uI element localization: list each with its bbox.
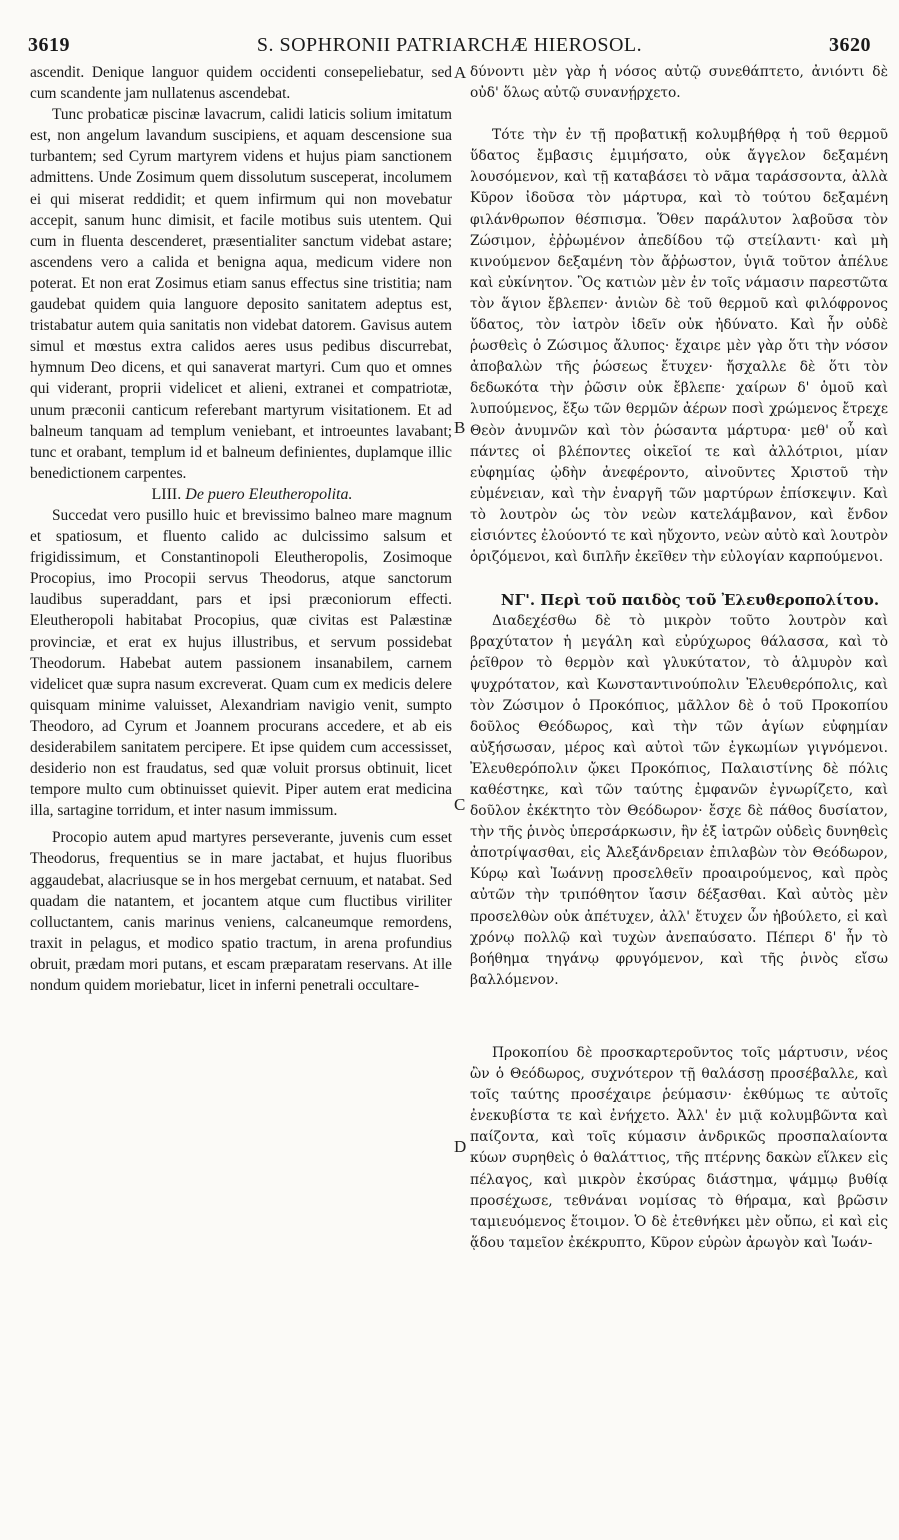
greek-section-heading: ΝΓ'. Περὶ τοῦ παιδὸς τοῦ Ἐλευθεροπολίτου.	[500, 591, 880, 610]
greek-column	[470, 62, 888, 1254]
latin-section-title: De puero Eleutheropolita.	[185, 485, 353, 503]
greek-paragraph: Τότε τὴν ἐν τῇ προβατικῇ κολυμβήθρᾳ ἡ τοῦ θερμοῦ ὕδατος ἔμβασις ἐμιμήσατο, οὐκ ἄγγελον δεξαμένη λουσόμενον, καὶ τῇ καταβάσει τὸ νᾶμα ταράσσοντα, ἀλλὰ Κῦρον ἰδοῦσα τὸν μάρτυρα, καὶ τὸ τούτου δεξαμένη φιλάνθρωπον θέσπισμα. Ὅθεν παράλυτον λαβοῦσα τὸν Ζώσιμον, ἐῤῥωμένον ἀπεδίδου τῷ στείλαντι· καὶ μὴ κινούμενον δεξαμένη τὸν ἄῤῥωστον, ὑγιᾶ τοῦτον ἀπέλυε καὶ εὐκίνητον. Ὃς κατιὼν μὲν ἐν τοῖς νάμασιν παρεστῶτα τὸν ἅγιον ἔβλεπεν· ἀνιὼν δὲ τοῦ θερμοῦ καὶ φιλόφρονος ὕδατος, τὸν ἰατρὸν ἰδεῖν οὐκ ἠδύνατο. Καὶ ἦν οὐδὲ ῥωσθεὶς ὁ Ζώσιμος ἄλυπος· ἔχαιρε μὲν γὰρ ὅτι τὴν νόσον ἀποβαλὼν τῆς ῥώσεως ἔτυχεν· ἤσχαλλε δὲ ὅτι τὸν δεδωκότα τὴν ῥῶσιν οὐκ ἔβλεπε· χαίρων δ' ὁμοῦ καὶ λυπούμενος, ἔξω τῶν θερμῶν ἀέρων ποσὶ χρώμενος ἔτρεχε Θεὸν ἀνυμνῶν καὶ τὸν ῥώσαντα μάρτυρα· μεθ' οὗ καὶ πάντες οἱ βλέποντες οἰκεῖοί τε καὶ ἀλλότριοι, μίαν εὐφημίας ᾠδὴν ἀνεφέροντο, αἰνοῦντες Χριστοῦ τὴν εὐμένειαν, καὶ τὴν ἐναργῆ τῶν μαρτύρων ἐπίσκεψιν. Καὶ τὸ λουτρὸν ὡς τὸν νεὼν κατελάμβανον, καὶ ἔνδον εἰσιόντες ἐλούοντό τε καὶ ηὔχοντο, νεὼν αὐτὸ καὶ λουτρὸν ὁριζόμενοι, καὶ διπλῆν ἐκεῖθεν τὴν εὐλογίαν καρπούμενοι.	[470, 127, 888, 566]
margin-letter-c: C	[454, 795, 466, 814]
latin-section-heading	[30, 484, 452, 505]
greek-paragraph: δύνοντι μὲν γὰρ ἡ νόσος αὐτῷ συνεθάπτετο, ἀνιόντι δὲ οὐδ' ὅλως αὐτῷ συνανῄρχετο.	[470, 64, 888, 102]
page-number-left: 3619	[28, 34, 70, 56]
greek-paragraph: Προκοπίου δὲ προσκαρτεροῦντος τοῖς μάρτυσιν, νέος ὢν ὁ Θεόδωρος, συχνότερον τῇ θαλάσσῃ προσέβαλλε, καὶ τοῖς ταύτης προσέχαιρε ῥεύμασιν· ἐκθύμως τε αὐτοῖς ἐνεκυβίστα τε καὶ ἐνήχετο. Ἀλλ' ἐν μιᾷ κολυμβῶντα καὶ παίζοντα, καὶ τοῖς κύμασιν ἀνδρικῶς προσπαλαίοντα κύων συρηθεὶς ὁ θαλάττιος, τῆς πτέρνης δακὼν εἵλκεν εἰς πέλαγος, καὶ μικρὸν ἐκσύρας διάστημα, ψάμμῳ βυθίᾳ προσέχωσε, τεθνάναι νομίσας τὸ θήραμα, καὶ βρῶσιν ταμιευόμενος ἕτοιμον. Ὁ δὲ ἐτεθνήκει μὲν οὔπω, εἰ καὶ εἰς ᾅδου ταμεῖον ἐκέκρυπτο, Κῦρον εὑρὼν ἀρωγὸν καὶ Ἰωάν-	[470, 1044, 888, 1251]
margin-letter-d: D	[454, 1137, 467, 1156]
latin-paragraph: Tunc probaticæ piscinæ lavacrum, calidi laticis solium imitatum est, non angelum lavandum suscipiens, et aquam descensione sua turbantem; sed Cyrum martyrem videns et hujus piam sanctionem admittens. Unde Zosimum quem dissolutum susceperat, incolumem ei qui miserat reddidit; et quem infirmum qui non movebatur accepit, sanum hunc dimisit, et facile motibus suis utentem. Qui cum in fluenta descenderet, præsentialiter sanctum videbat astare; ascendens vero a calida et benigna aqua, medicum videre non poterat. Et non erat Zosimus etiam sanus effectus sine tristitia; nam gaudebat quidem quia languore deposito sanitatem adeptus est, tristabatur autem quia sanitatis non videbat datorem. Gavisus autem simul et mœstus extra calidos aeres usus pedibus discurrebat, hymnum Deo dicens, et qui sanaverat martyri. Cum quo et omnes qui viderant, proprii videlicet et alieni, extranei et compatriotæ, unum præconii canticum referebant martyrum visitationem. Et ad balneum tanquam ad templum veniebant, et introeuntes lavabant; tunc et orabant, templum id et balneum definientes, duplamque illic benedictionem carpentes.	[30, 106, 452, 482]
running-title: S. SOPHRONII PATRIARCHÆ HIEROSOL.	[256, 34, 643, 56]
latin-column	[30, 62, 452, 996]
page-header	[28, 34, 871, 60]
margin-letter-b: B	[454, 418, 466, 437]
greek-paragraph: Διαδεχέσθω δὲ τὸ μικρὸν τοῦτο λουτρὸν καὶ βραχύτατον ἡ μεγάλη καὶ εὐρύχωρος θάλασσα, καὶ τὸ ῥεῖθρον τὸ θερμὸν καὶ γλυκύτατον, τὸ ἁλμυρὸν καὶ ψυχρότατον, καὶ Κωνσταντινούπολιν Ἐλευθερόπολις, καὶ τὸν Ζώσιμον ὁ Προκόπιος, μᾶλλον δὲ ὁ τοῦ Προκοπίου δοῦλος Θεόδωρος, καὶ τὴν τῶν ἁγίων εὐφημίαν αὐξήσωσαν, μέρος καὶ αὐτοὶ τῶν ἐγκωμίων γιγνόμενοι. Ἐλευθερόπολιν ᾤκει Προκόπιος, Παλαιστίνης δὲ πόλις καθέστηκε, καὶ τῶν ταύτης ἐμφανῶν ἐγνωρίζετο, καὶ δοῦλον ἐκέκτητο τὸν Θεόδωρον· ἔσχε δὲ πάθος δυσίατον, τὴν τῆς ῥινὸς ὑπερσάρκωσιν, ἣν ἐξ ἰατρῶν οὐδεὶς δυνηθεὶς ἀποτρίψασθαι, εἰς Ἀλεξάνδρειαν ἐπιλαβὼν τὸν Θεόδωρον, Κύρῳ καὶ Ἰωάννῃ προσελθεῖν προαιρούμενος, καὶ πρὸς αὐτῶν τὴν τριπόθητον ἴασιν δέξασθαι. Καὶ αὐτὸς μὲν προσελθὼν οὐκ ἀπέτυχεν, ἀλλ' ἔτυχεν ὧν ἠβούλετο, εἰ καὶ χρόνῳ πολλῷ καὶ τυχὼν ἀνεπαύσατο. Πέπερι δ' ἦν τὸ βοήθημα τηγάνῳ φρυγόμενον, καὶ τῆς ῥινὸς εἴσω βαλλόμενον.	[470, 613, 888, 988]
margin-letter-a: A	[454, 63, 467, 82]
latin-section-number: LIII.	[151, 485, 182, 503]
latin-paragraph: Succedat vero pusillo huic et brevissimo balneo mare magnum et spatiosum, et fluento calido ac dulcissimo salsum et frigidissimum, et Constantinopoli Eleutheropolis, Zosimoque Procopius, imo Procopii servus Theodorus, atque sanctorum laudibus superaddant, pars et ipsi præconiorum effecti. Eleutheropoli habitabat Procopius, quæ civitas est Palæstinæ provinciæ, et erat ex hujus illustribus, et servum possidebat Theodorum. Habebat autem passionem insanabilem, carnem videlicet quæ supra nasum excreverat. Quam cum ex medicis delere quisquam minime valuisset, Alexandriam navigio venit, sumpto Theodoro, ad Cyrum et Joannem procurans accedere, et ab eis desiderabilem sanitatem percipere. Et ipse quidem cum accessisset, desiderio non est fraudatus, sed quæ voluit prorsus obtinuit, licet tempore multo cum obtinuisset quievit. Piper autem erat medicina illa, sartagine torridum, et inter nasum immissum.	[30, 506, 452, 820]
latin-paragraph: ascendit. Denique languor quidem occidenti consepeliebatur, sed cum scandente jam nullatenus ascendebat.	[30, 64, 452, 103]
latin-paragraph: Procopio autem apud martyres perseverante, juvenis cum esset Theodorus, frequentius se in mare jactabat, et hujus fluoribus aggaudebat, alacriusque se in hos mergebat cernuum, et natabat. Sed quadam die natantem, et jocantem atque cum fluctibus viriliter colluctantem, canis marinus veniens, calcaneumque remordens, traxit in pelagus, et modico spatio tractum, in arena profundius obruit, prædam mori putans, et escam præparatam reservans. At ille nondum quidem moriebatur, licet in inferni penetrali occultare-	[30, 829, 452, 995]
page-number-right: 3620	[829, 34, 871, 56]
